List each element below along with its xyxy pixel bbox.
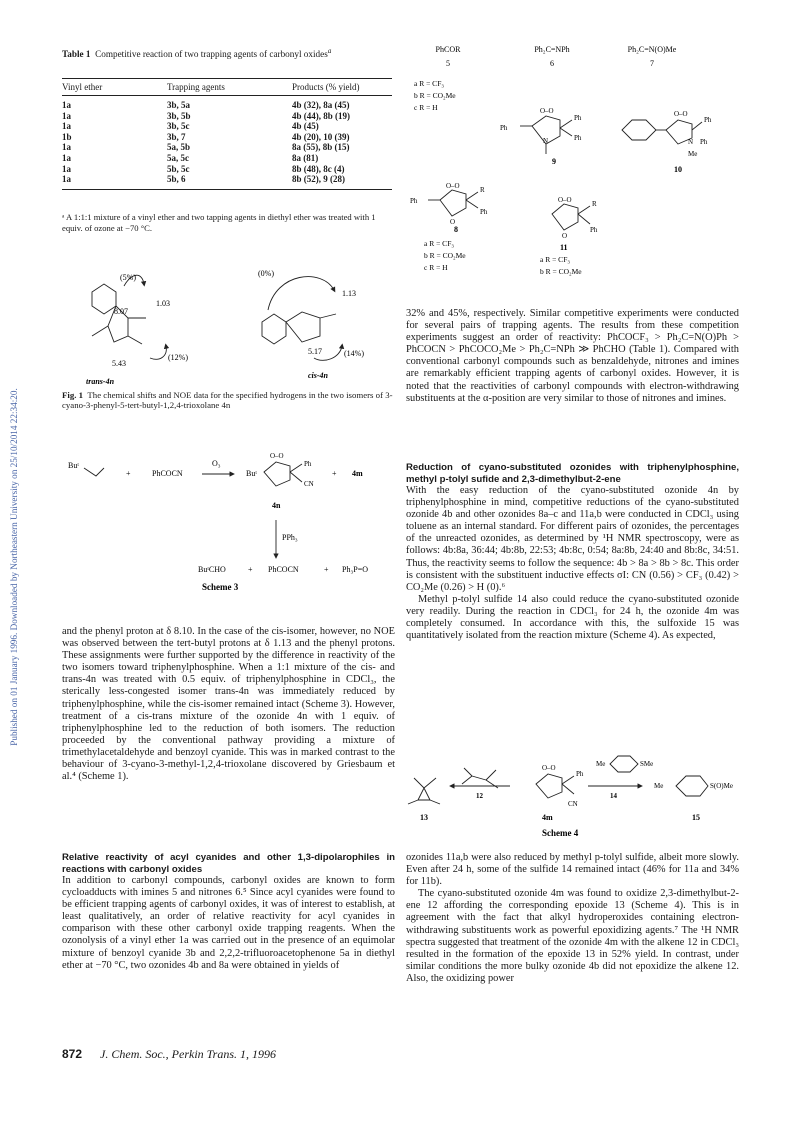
right-column-body-1 bbox=[406, 308, 739, 405]
scheme4-me2: Me bbox=[654, 782, 664, 790]
scheme3-O: O–O bbox=[270, 452, 284, 460]
journal-name: J. Chem. Soc., Perkin Trans. 1, 1996 bbox=[100, 1047, 277, 1061]
struct-8-O: O–O bbox=[446, 182, 460, 190]
scheme3-arrow-label: O₃ bbox=[212, 459, 221, 468]
scheme-4 bbox=[406, 750, 746, 838]
struct-9-number: 9 bbox=[552, 157, 556, 166]
shift-103: 1.03 bbox=[156, 299, 170, 308]
table-cell: 1a bbox=[62, 142, 71, 153]
scheme3-reagent2: PhCOCN bbox=[152, 469, 183, 478]
cis-4n-label: cis-4n bbox=[308, 371, 328, 380]
struct-5-sub-c: c R = H bbox=[414, 103, 438, 112]
table-footnote: ᵃ A 1:1:1 mixture of a vinyl ether and two tapping agents in diethyl ether was treated with 1 equiv. of ozone at −70 °C. bbox=[62, 212, 376, 233]
table-cell: 4b (44), 8b (19) bbox=[292, 110, 350, 121]
struct-10-me: Me bbox=[688, 150, 698, 158]
scheme4-n4m: 4m bbox=[542, 813, 553, 822]
struct-8-sub-b: b R = CO₂Me bbox=[424, 251, 466, 260]
trans-4n-label: trans-4n bbox=[86, 377, 115, 386]
scheme4-n15: 15 bbox=[692, 813, 700, 822]
table-row bbox=[62, 164, 392, 175]
struct-10-n: N bbox=[688, 138, 694, 146]
table-cell: 1a bbox=[62, 163, 71, 174]
scheme4-ph: Ph bbox=[576, 770, 584, 778]
table-row bbox=[62, 111, 392, 122]
table-cell: 1a bbox=[62, 174, 167, 189]
scheme4-cn: CN bbox=[568, 800, 578, 808]
struct-10-ph2: Ph bbox=[700, 138, 708, 146]
table-row bbox=[62, 142, 392, 153]
table-caption bbox=[62, 46, 392, 60]
struct-11-ph: Ph bbox=[590, 226, 598, 234]
scheme3-plus1: + bbox=[126, 469, 131, 478]
table-cell: 4b (32), 8a (45) bbox=[292, 100, 350, 110]
struct-11 bbox=[552, 204, 590, 230]
struct-8-sub-a: a R = CF₃ bbox=[424, 239, 454, 248]
table-row bbox=[62, 132, 392, 143]
table-header-products: Products (% yield) bbox=[292, 79, 392, 96]
struct-10-O: O–O bbox=[674, 110, 688, 118]
struct-6-number: 6 bbox=[550, 59, 554, 68]
scheme3-prod2: 4m bbox=[352, 469, 363, 478]
scheme3-prod-label: 4n bbox=[272, 501, 281, 510]
right-paragraph-3: Methyl p-tolyl sulfide 14 also could reduce the cyano-substituted ozonide very readily. During the reaction in CDCl₃ for 24 h, the ozonide 4m was completely consumed. In accordance with this, the sulfoxide 15 was quantitatively isolated from the reaction mixture (Scheme 4). As expected, bbox=[406, 593, 739, 642]
table-cell: 3b, 7 bbox=[167, 131, 186, 142]
right-paragraph-5: The cyano-substituted ozonide 4m was found to oxidize 2,3-dimethylbut-2-ene 12 affording the corresponding epoxide 13 (Scheme 4). This is in agreement with the fact that alkyl hydroperoxides containing electron-withdrawing substituents work as powerful epoxidizing agents.⁷ The ¹H NMR spectra suggested that treatment of the ozonide 4m with the alkene 12 in CDCl₃ resulted in the formation of the epoxide 13 in 52% yield. In contrast, under similar conditions the more bulky ozonide 4b did not epoxidize the alkene 12. Also, the oxidizing power bbox=[406, 888, 739, 984]
table-cell: 1a bbox=[62, 121, 71, 132]
scheme4-n13: 13 bbox=[420, 813, 428, 822]
download-notice-text: Published on 01 January 1996. Downloaded by Northeastern University on 25/10/2014 22:34:20. bbox=[9, 388, 19, 746]
scheme3-prod-ph: Ph bbox=[304, 460, 312, 468]
table-cell: 3b, 5c bbox=[167, 121, 190, 132]
figure-1-caption bbox=[62, 390, 394, 411]
struct-11-sub-b: b R = CO₂Me bbox=[540, 267, 582, 276]
table-cell: 5a, 5b bbox=[167, 142, 191, 153]
scheme3-prod-bu: Buᵗ bbox=[246, 469, 257, 478]
left-paragraph-2: In addition to carbonyl compounds, carbonyl oxides are known to form cycloadducts with imines 5 and nitrones 6.⁵ Since acyl cyanides were found to be efficient trapping agents of carbonyl oxides, it was of interest to establish, at least qualitatively, an order of relative reactivity for acyl cyanides in comparison with these other carbonyl oxide trapping reagents. When the ozonolysis of a vinyl ether 1a was carried out in the presence of an equimolar mixture of benzoyl cyanide 3b and 2,2,2-trifluoroacetophenone 5a in diethyl ether at −70 °C, two ozonides 4b and 8a were obtained in yields of bbox=[62, 875, 395, 971]
struct-6-formula: Ph₂C=NPh bbox=[534, 45, 570, 54]
scheme3-reagent1: Buᵗ bbox=[68, 461, 79, 470]
noe-cis-2: (14%) bbox=[344, 349, 364, 358]
scheme4-O: O–O bbox=[542, 764, 556, 772]
table-cell: 8a (81) bbox=[292, 152, 319, 163]
table-caption-sup: a bbox=[327, 47, 332, 55]
structures-top bbox=[400, 40, 740, 285]
struct-8-ph-left: Ph bbox=[410, 197, 418, 205]
table-cell: 1b bbox=[62, 131, 72, 142]
struct-8-O2: O bbox=[450, 218, 456, 226]
scheme-3 bbox=[62, 448, 392, 598]
struct-11-O2: O bbox=[562, 232, 568, 240]
struct-9-ph3: Ph bbox=[574, 134, 582, 142]
struct-5-sub-b: b R = CO₂Me bbox=[414, 91, 456, 100]
shift-807: 8.07 bbox=[114, 307, 128, 316]
struct-8-number: 8 bbox=[454, 225, 458, 234]
struct-9 bbox=[520, 116, 572, 154]
scheme3-plus4: + bbox=[324, 565, 329, 574]
table-row bbox=[62, 96, 392, 111]
struct-9-O: O–O bbox=[540, 107, 554, 115]
table-cell: 5b, 5c bbox=[167, 163, 190, 174]
right-column-body-3 bbox=[406, 852, 739, 985]
download-notice bbox=[2, 300, 22, 840]
struct-9-ph2: Ph bbox=[574, 114, 582, 122]
scheme3-plus3: + bbox=[248, 565, 253, 574]
table-cell: 8b (52), 9 (28) bbox=[292, 174, 392, 189]
table-cell: 8b (48), 8c (4) bbox=[292, 163, 345, 174]
left-paragraph-1: and the phenyl proton at δ 8.10. In the case of the cis-isomer, however, no NOE was observed between the tert-butyl protons at δ 1.13 and the phenyl protons. These assignments were further supported by the difference in reactivity of the two isomers toward triphenylphosphine. When a 1:1 mixture of the cis- and trans-4n was treated with 0.5 equiv. of triphenylphosphine in CDCl₃, the sterically less-congested isomer trans-4n was immediately reduced by triphenylphosphine, while the cis-isomer remained intact (Scheme 3). However, treatment of a cis-trans mixture of the ozonide 4n with 1 equiv. of triphenylphosphine led to the reduction of both isomers. The reduction proceeded by the conventional pathway providing a mixture of trimethylacetaldehyde and benzoyl cyanide. This was in marked contrast to the behaviour of 3-cyano-3-methyl-1,2,4-trioxolane discovered by Griesbaum et al.⁴ (Scheme 1). bbox=[62, 626, 395, 783]
trans-4n-structure bbox=[92, 275, 342, 360]
struct-9-n: N bbox=[543, 137, 549, 145]
page-number: 872 bbox=[62, 1047, 83, 1061]
scheme3-title: Scheme 3 bbox=[202, 582, 239, 592]
scheme3-out1: BuᵗCHO bbox=[198, 565, 226, 574]
struct-8-r: R bbox=[480, 186, 485, 194]
scheme4-n14: 14 bbox=[610, 792, 617, 800]
noe-trans-2: (12%) bbox=[168, 353, 188, 362]
shift-517: 5.17 bbox=[308, 347, 322, 356]
table-cell: 4b (45) bbox=[292, 121, 319, 132]
figure-1 bbox=[62, 262, 392, 387]
struct-5-formula: PhCOR bbox=[435, 45, 461, 54]
noe-cis-1: (0%) bbox=[258, 269, 274, 278]
struct-7-number: 7 bbox=[650, 59, 654, 68]
noe-trans-1: (5%) bbox=[120, 273, 136, 282]
table-cell: 1a bbox=[62, 110, 71, 121]
figure-1-caption-text: The chemical shifts and NOE data for the specified hydrogens in the two isomers of 3-cyano-3-phenyl-5-tert-butyl-1,2,4-trioxolane 4n bbox=[62, 390, 393, 411]
struct-10-ph: Ph bbox=[704, 116, 712, 124]
right-column-body-2 bbox=[406, 462, 739, 642]
shift-543: 5.43 bbox=[112, 359, 126, 368]
struct-11-number: 11 bbox=[560, 243, 568, 252]
scheme4-n12: 12 bbox=[476, 792, 483, 800]
table-cell: 5a, 5c bbox=[167, 152, 189, 163]
scheme3-plus2: + bbox=[332, 469, 337, 478]
table-row bbox=[62, 121, 392, 132]
struct-11-r: R bbox=[592, 200, 597, 208]
page-footer bbox=[62, 1047, 276, 1062]
table-1 bbox=[62, 78, 392, 190]
right-paragraph-2: With the easy reduction of the cyano-substituted ozonide 4n by triphenylphosphine in mind, competitive reductions of the cyano-substituted ozonide 4b and other ozonides 8a–c and 11a,b were conducted in CDCl₃ using toluene as an internal standard. For different pairs of ozonides, the percentages of the unreacted ozonides, as determined by ¹H NMR spectroscopy, were as follows: 4b:8a, 36:44; 4b:8b, 22:53; 4b:8c, 0:54; 8a:8b, 24:40 and 8b:8c, 34:51. Thus, the reactivity seems to follow the sequence: 4b > 8a > 8b > 8c. This order is consistent with the substituent inductive effects σI: CN (0.56) > CF₃ (0.42) > CO₂Me (0.26) > H (0).⁶ bbox=[406, 485, 739, 593]
struct-5-number: 5 bbox=[446, 59, 450, 68]
struct-7-formula: Ph₂C=N(O)Me bbox=[627, 45, 677, 54]
struct-8-ph: Ph bbox=[480, 208, 488, 216]
section-heading-relative-reactivity: Relative reactivity of acyl cyanides and other 1,3-dipolarophiles in reactions with carbonyl oxides bbox=[62, 852, 395, 875]
scheme3-prod-cn: CN bbox=[304, 480, 314, 488]
table-caption-label: Table 1 bbox=[62, 49, 91, 60]
scheme4-some: S(O)Me bbox=[710, 782, 733, 790]
table-cell: 3b, 5a bbox=[167, 100, 191, 110]
shift-113: 1.13 bbox=[342, 289, 356, 298]
table-row bbox=[62, 153, 392, 164]
table-caption-text: Competitive reaction of two trapping agents of carbonyl oxides bbox=[95, 49, 328, 60]
struct-11-O: O–O bbox=[558, 196, 572, 204]
table-cell: 1a bbox=[62, 152, 71, 163]
struct-8 bbox=[428, 190, 478, 216]
scheme3-out3: Ph₃P=O bbox=[342, 565, 368, 574]
table-cell: 1a bbox=[62, 100, 71, 110]
struct-5-sub-a: a R = CF₃ bbox=[414, 79, 444, 88]
table-row bbox=[62, 174, 392, 189]
scheme3-pph3: PPh₃ bbox=[282, 533, 298, 542]
table-cell: 5b, 6 bbox=[167, 174, 292, 189]
right-paragraph-1: 32% and 45%, respectively. Similar competitive experiments were conducted for several pairs of trapping agents. The results from these competition experiments suggest an order of reactivity: PhCOCF₃ > Ph₂C=N(O)Ph > PhCOCN > PhCOCO₂Me > Ph₂C=NPh ≫ PhCHO (Table 1). Compared with conventional carbonyl compounds such as benzaldehyde, nitrones and imines are remarkably efficient trapping agents of carbonyl oxides. However, it is noted that the reactivities of carbonyl compounds with electron-withdrawing substituents at the α-position are very similar to those of nitrones and imines. bbox=[406, 308, 739, 404]
right-paragraph-4: ozonides 11a,b were also reduced by methyl p-tolyl sulfide, albeit more slowly. Even after 24 h, some of the sulfide 14 remained intact (46% for 11a and 34% for 11b). bbox=[406, 852, 739, 888]
table-cell: 4b (20), 10 (39) bbox=[292, 131, 350, 142]
scheme3-out2: PhCOCN bbox=[268, 565, 299, 574]
scheme4-me1: Me bbox=[596, 760, 606, 768]
table-header-vinyl: Vinyl ether bbox=[62, 79, 167, 96]
struct-8-sub-c: c R = H bbox=[424, 263, 448, 272]
section-heading-reduction: Reduction of cyano-substituted ozonides with triphenylphosphine, methyl p-tolyl sufide and 2,3-dimethylbut-2-ene bbox=[406, 462, 739, 485]
struct-9-ph1: Ph bbox=[500, 124, 508, 132]
struct-10-number: 10 bbox=[674, 165, 682, 174]
left-column-body-1 bbox=[62, 626, 395, 783]
scheme4-title: Scheme 4 bbox=[542, 828, 579, 838]
left-column-body-2 bbox=[62, 852, 395, 972]
table-cell: 8a (55), 8b (15) bbox=[292, 142, 350, 153]
table-cell: 3b, 5b bbox=[167, 110, 191, 121]
figure-1-caption-label: Fig. 1 bbox=[62, 390, 84, 400]
struct-11-sub-a: a R = CF₃ bbox=[540, 255, 570, 264]
table-header-trapping: Trapping agents bbox=[167, 79, 292, 96]
scheme4-sme: SMe bbox=[640, 760, 654, 768]
